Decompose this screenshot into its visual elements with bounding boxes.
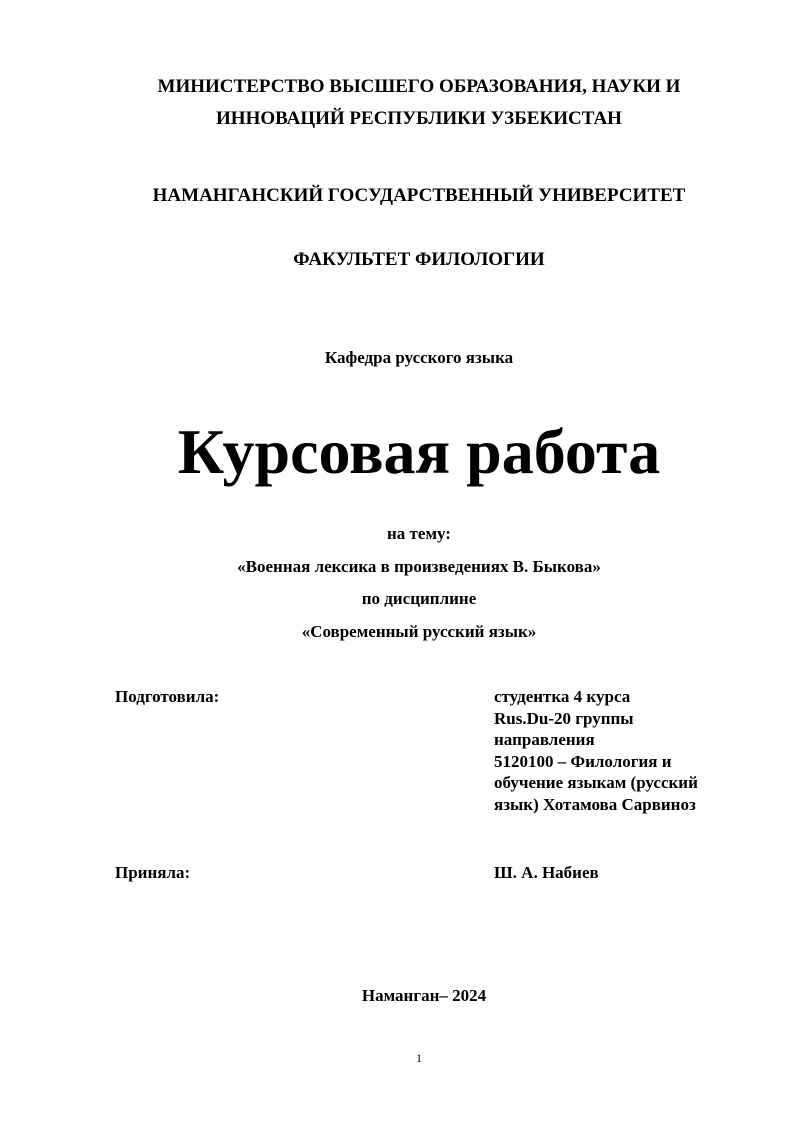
prepared-by-line: направления (494, 730, 595, 749)
prepared-by-line: студентка 4 курса (494, 687, 631, 706)
document-title: Курсовая работа (177, 416, 661, 487)
prepared-by-line: обучение языкам (русский (494, 773, 698, 792)
ministry-line-2: ИННОВАЦИЙ РЕСПУБЛИКИ УЗБЕКИСТАН (216, 108, 622, 129)
prepared-by-label: Подготовила: (115, 687, 220, 706)
ministry-line-1: МИНИСТЕРСТВО ВЫСШЕГО ОБРАЗОВАНИЯ, НАУКИ И (157, 76, 681, 97)
faculty-heading: ФАКУЛЬТЕТ ФИЛОЛОГИИ (293, 249, 545, 270)
city-year: Наманган– 2024 (361, 986, 487, 1005)
topic-theme: «Военная лексика в произведениях В. Быкова» (237, 556, 601, 576)
page-number: 1 (416, 1051, 422, 1065)
discipline-name: «Современный русский язык» (301, 621, 537, 641)
accepted-by-name: Ш. А. Набиев (494, 863, 599, 882)
discipline-intro: по дисциплине (361, 589, 477, 608)
accepted-by-label: Приняла: (115, 863, 191, 882)
department-heading: Кафедра русского языка (324, 348, 514, 367)
prepared-by-line: Rus.Du-20 группы (494, 708, 634, 728)
topic-block (100, 518, 738, 648)
topic-intro: на тему: (387, 524, 451, 543)
prepared-by-line: язык) Хотамова Сарвиноз (494, 794, 696, 814)
prepared-by-details (494, 686, 744, 815)
prepared-by-line: 5120100 – Филология и (494, 751, 672, 771)
ministry-heading (100, 71, 738, 135)
university-heading: НАМАНГАНСКИЙ ГОСУДАРСТВЕННЫЙ УНИВЕРСИТЕТ (152, 185, 686, 206)
